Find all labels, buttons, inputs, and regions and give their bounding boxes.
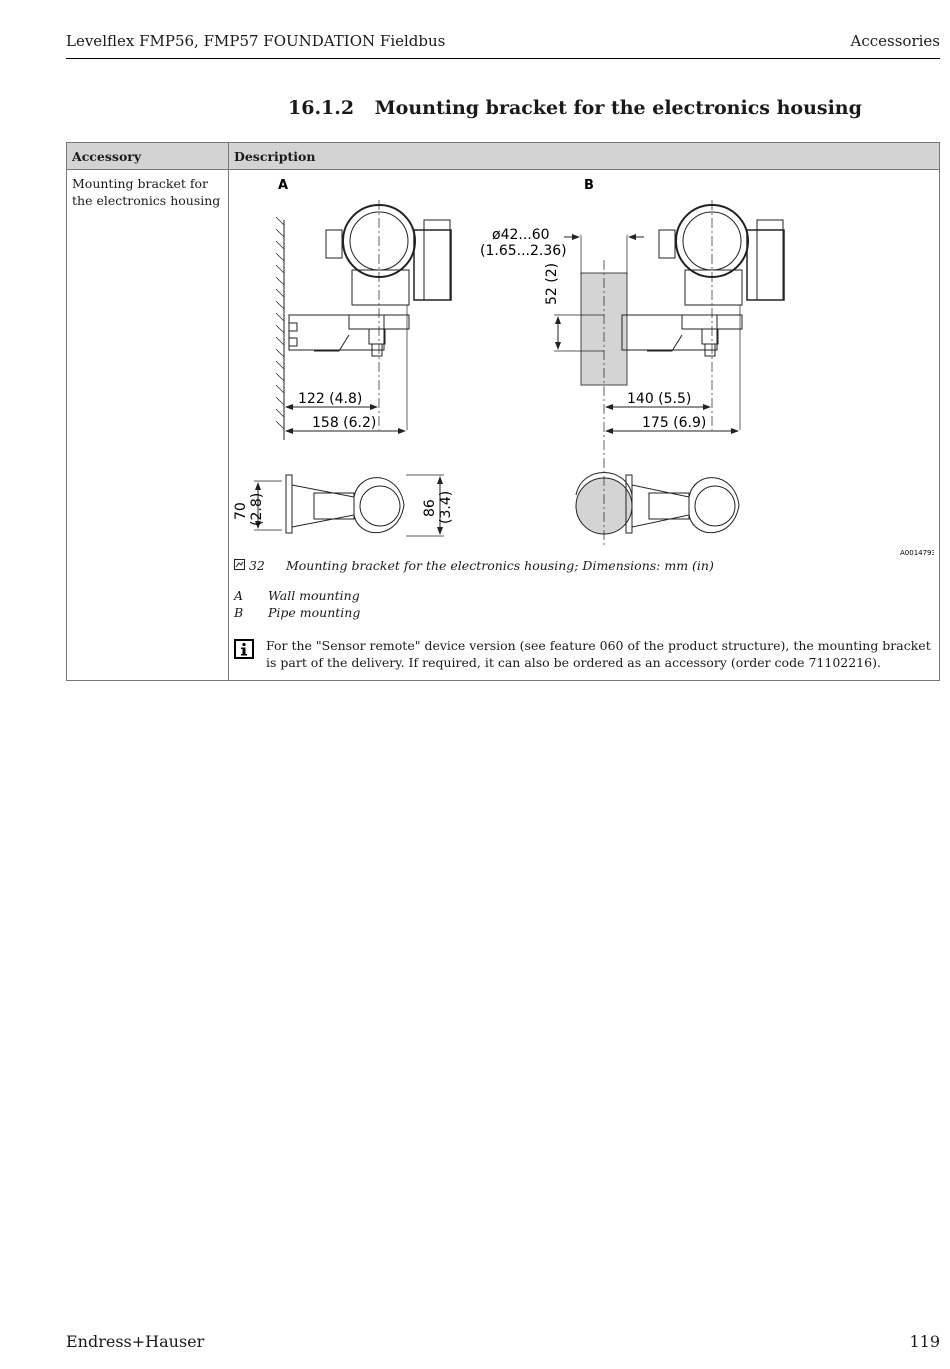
- figure-caption: [234, 558, 934, 573]
- table-header-row: [67, 143, 940, 170]
- accessory-table: [66, 142, 940, 681]
- dim-52: 52 (2): [544, 262, 560, 305]
- legend-text: Wall mounting: [267, 588, 360, 603]
- dim-pipe-diameter-in: (1.65...2.36): [480, 243, 567, 259]
- info-note-text: For the "Sensor remote" device version (see feature 060 of the product structure), the mounting bracket is part of the delivery. If required, it can also be ordered as an accessory (order code 71102216).: [266, 638, 931, 670]
- dim-140: 140 (5.5): [627, 391, 692, 407]
- dim-pipe-diameter: ø42...60: [492, 227, 550, 243]
- technical-drawing-svg: [234, 175, 934, 555]
- running-header-section: Accessories: [850, 32, 940, 50]
- figure-code: A0014793: [900, 549, 934, 555]
- legend-item: [234, 587, 934, 604]
- header-rule: [66, 58, 940, 59]
- figure-legend: [234, 587, 934, 621]
- view-label-a: A: [278, 178, 289, 193]
- figure-caption-text: Mounting bracket for the electronics housing; Dimensions: mm (in): [285, 558, 714, 573]
- dim-70: 70: [234, 502, 249, 520]
- dim-122: 122 (4.8): [298, 391, 363, 407]
- bracket-top-view-wall: [254, 475, 444, 536]
- section-heading: [288, 97, 862, 119]
- table-row: [67, 170, 940, 681]
- legend-text: Pipe mounting: [267, 605, 361, 620]
- dim-158: 158 (6.2): [312, 415, 377, 431]
- column-header-description: Description: [229, 143, 940, 170]
- column-header-accessory: Accessory: [67, 143, 229, 170]
- legend-key: A: [234, 588, 244, 603]
- section-number: 16.1.2: [288, 97, 355, 119]
- dim-175: 175 (6.9): [642, 415, 707, 431]
- running-header-title: Levelflex FMP56, FMP57 FOUNDATION Fieldbus: [66, 32, 446, 50]
- dim-70-in: (2.8): [249, 492, 265, 526]
- dim-86-in: (3.4): [438, 490, 454, 524]
- info-note: [234, 637, 934, 671]
- mounting-bracket-drawing: [234, 175, 934, 555]
- legend-key: B: [234, 605, 244, 620]
- description-cell: [229, 170, 940, 681]
- legend-item: [234, 604, 934, 621]
- page-number: 119: [909, 1332, 940, 1351]
- figure-number: 32: [248, 558, 265, 573]
- figure-icon: [234, 559, 245, 570]
- figure-number-label: [234, 558, 282, 573]
- dim-86: 86: [422, 499, 438, 517]
- info-icon: [234, 639, 254, 659]
- footer-brand: Endress+Hauser: [66, 1332, 205, 1351]
- view-label-b: B: [584, 178, 594, 193]
- accessory-cell: Mounting bracket for the electronics housing: [67, 170, 229, 681]
- bracket-top-view-pipe: [576, 440, 739, 545]
- section-title: Mounting bracket for the electronics housing: [374, 97, 862, 119]
